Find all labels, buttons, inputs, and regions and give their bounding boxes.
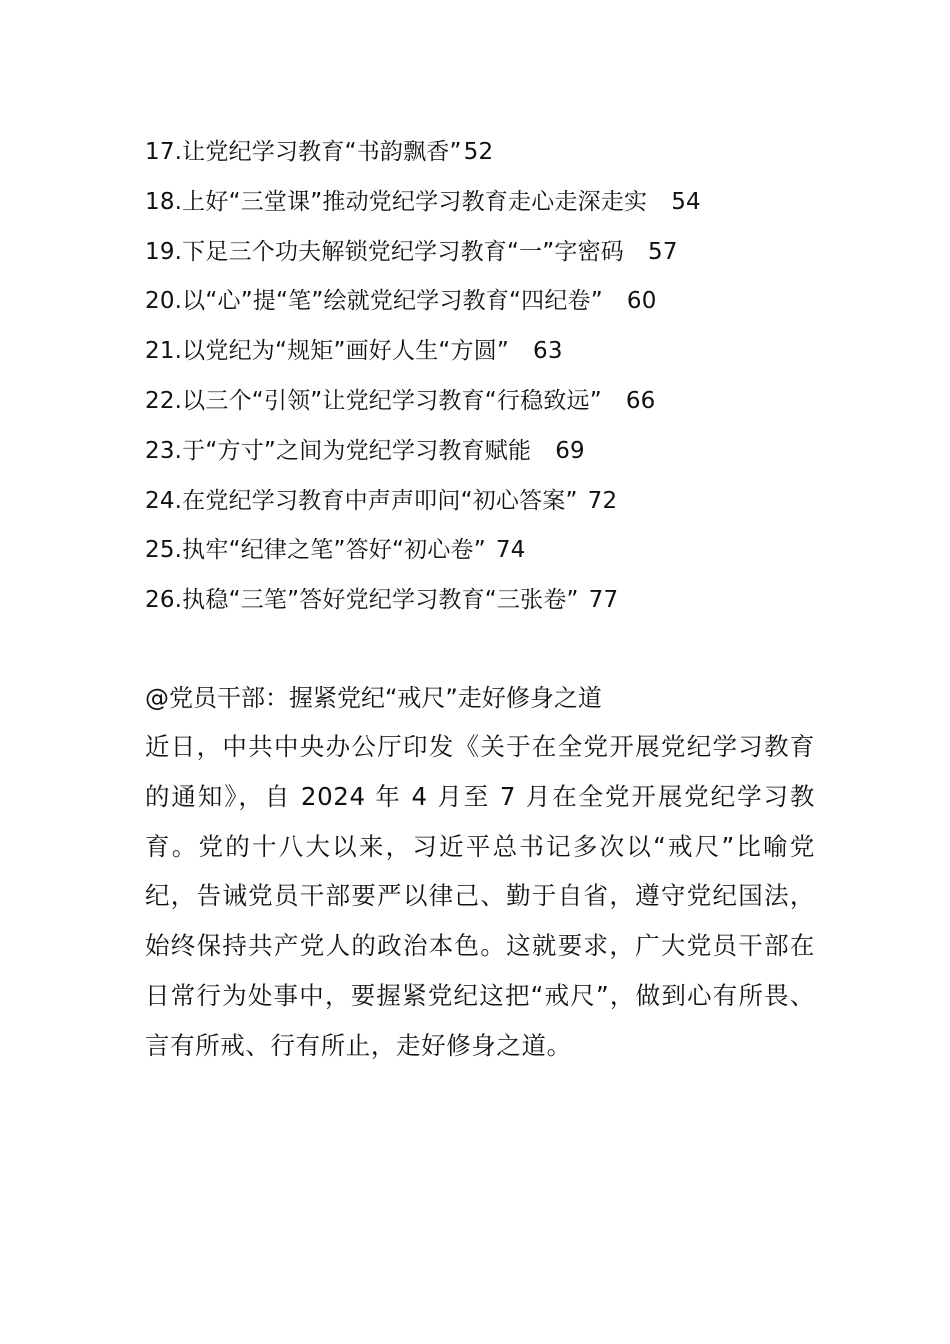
toc-entry-18 — [145, 180, 845, 230]
toc-entry-title: 26.执稳“三笔”答好党纪学习教育“三张卷” — [145, 587, 579, 614]
article-heading: @党员干部：握紧党纪“戒尺”走好修身之道 — [145, 684, 602, 712]
toc-entry-title: 21.以党纪为“规矩”画好人生“方圆” — [145, 338, 510, 365]
toc-entry-page: 72 — [587, 487, 618, 514]
toc-entry-23 — [145, 429, 845, 479]
toc-entry-title: 17.让党纪学习教育“书韵飘香” — [145, 139, 462, 165]
toc-entry-title: 20.以“心”提“笔”绘就党纪学习教育“四纪卷” — [145, 288, 603, 315]
toc-entry-page: 54 — [671, 188, 701, 215]
toc-entry-26 — [145, 578, 845, 628]
toc-entry-24 — [145, 479, 845, 529]
toc-entry-20 — [145, 279, 845, 329]
toc-entry-17 — [145, 130, 845, 180]
article — [145, 676, 815, 1071]
toc-entry-title: 23.于“方寸”之间为党纪学习教育赋能 — [145, 437, 532, 464]
toc-entry-title: 19.下足三个功夫解锁党纪学习教育“一”字密码 — [145, 238, 625, 265]
toc-entry-title: 25.执牢“纪律之笔”答好“初心卷” — [145, 537, 486, 564]
toc-entry-page: 52 — [463, 139, 494, 165]
toc-entry-19 — [145, 230, 845, 280]
toc-entry-22 — [145, 379, 845, 429]
toc-entry-page: 57 — [648, 238, 678, 265]
toc-entry-25 — [145, 528, 845, 578]
toc-entry-title: 24.在党纪学习教育中声声叩问“初心答案” — [145, 487, 578, 514]
toc-entry-title: 18.上好“三堂课”推动党纪学习教育走心走深走实 — [145, 188, 648, 215]
toc-entry-title: 22.以三个“引领”让党纪学习教育“行稳致远” — [145, 387, 602, 414]
toc-entry-page: 60 — [626, 288, 657, 315]
table-of-contents — [145, 130, 845, 628]
toc-entry-21 — [145, 329, 845, 379]
article-body: 近日，中共中央办公厅印发《关于在全党开展党纪学习教育的通知》，自 2024 年 4 月至 7 月在全党开展党纪学习教育。党的十八大以来，习近平总书记多次以“戒尺”比喻党纪，告诫党员干部要严以律己、勤于自省，遵守党纪国法，始终保持共产党人的政治本色。这就要求，广大党员干部在日常行为处事中，要握紧党纪这把“戒尺”，做到心有所畏、言有所戒、行有所止，走好修身之道。 — [145, 732, 815, 1060]
toc-entry-page: 77 — [588, 587, 619, 614]
toc-entry-page: 66 — [625, 387, 656, 414]
toc-entry-page: 69 — [555, 437, 585, 464]
toc-entry-page: 74 — [495, 537, 526, 564]
toc-entry-page: 63 — [533, 338, 563, 365]
